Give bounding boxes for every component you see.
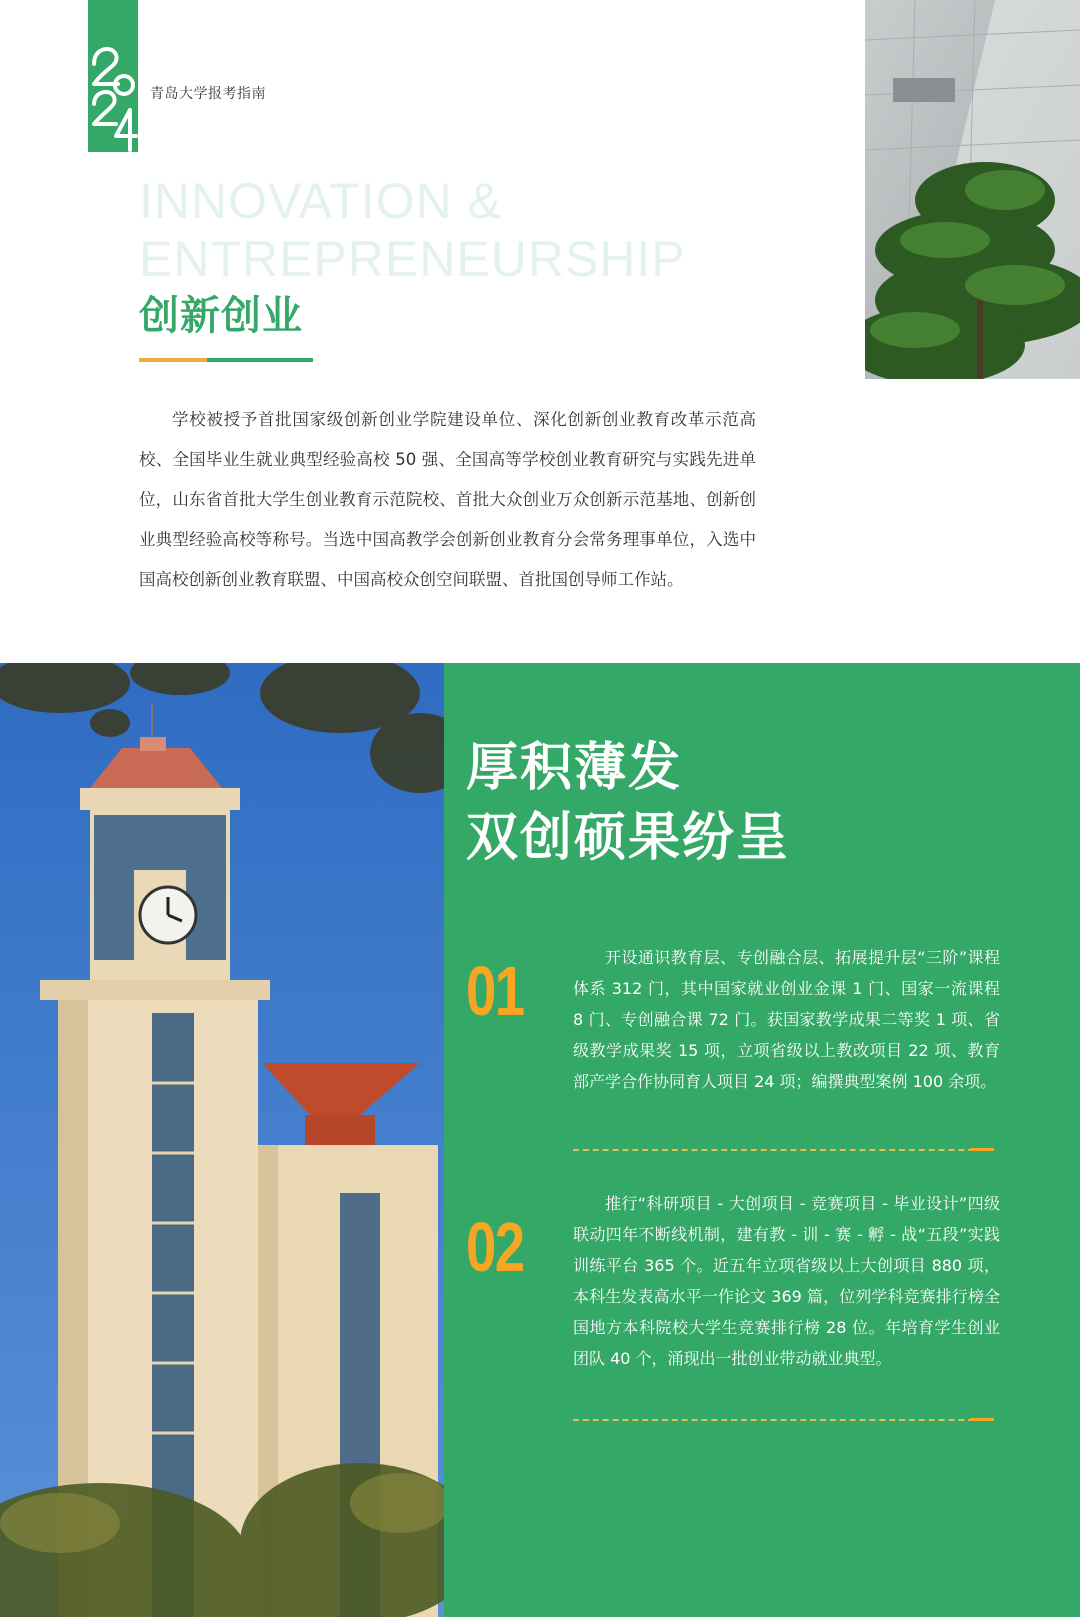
section-heading: 创新创业	[139, 293, 303, 339]
panel-title	[466, 733, 790, 873]
item-divider-cap	[970, 1418, 994, 1421]
panel-title-line1: 厚积薄发	[466, 738, 683, 798]
year-tab	[88, 0, 138, 152]
english-heading: INNOVATION & ENTREPRENEURSHIP	[139, 173, 686, 287]
item-text: 开设通识教育层、专创融合层、拓展提升层“三阶”课程体系 312 门，其中国家就业创业金课 1 门、国家一流课程 8 门、专创融合课 72 门。获国家教学成果二等奖 1 项、省级教学成果奖 15 项，立项省级以上教改项目 22 项、教育部产学合作协同育人项目 24 项；编撰典型案例 100 余项。	[573, 948, 1000, 1091]
achievements-panel	[444, 663, 1080, 1617]
panel-title-line2: 双创硕果纷呈	[466, 808, 791, 868]
clock-tower-photo	[0, 663, 444, 1617]
item-text: 推行“科研项目 - 大创项目 - 竞赛项目 - 毕业设计”四级联动四年不断线机制，建有教 - 训 - 赛 - 孵 - 战“五段”实践训练平台 365 个。近五年立项省级以上大创项目 880 项，本科生发表高水平一作论文 369 篇，位列学科竞赛排行榜全国地方本科院校大学生竞赛排行榜 28 位。年培育学生创业团队 40 个，涌现出一批创业带动就业典型。	[573, 1194, 1000, 1368]
intro-paragraph: 学校被授予首批国家级创新创业学院建设单位、深化创新创业教育改革示范高校、全国毕业生就业典型经验高校 50 强、全国高等学校创业教育研究与实践先进单位，山东省首批大学生创业教育示范院校、首批大众创业万众创新示范基地、创新创业典型经验高校等称号。当选中国高教学会创新创业教育分会常务理事单位，入选中国高校创新创业教育联盟、中国高校众创空间联盟、首批国创导师工作站。	[139, 410, 756, 589]
heading-underline	[139, 358, 313, 362]
item-divider	[573, 1149, 994, 1151]
item-divider-cap	[970, 1148, 994, 1151]
guide-title: 青岛大学报考指南	[150, 86, 266, 102]
item-number: 02	[466, 1208, 524, 1286]
year-2024-logo	[88, 0, 138, 152]
item-number: 01	[466, 952, 524, 1030]
campus-building-photo	[865, 0, 1080, 379]
item-divider	[573, 1419, 994, 1421]
